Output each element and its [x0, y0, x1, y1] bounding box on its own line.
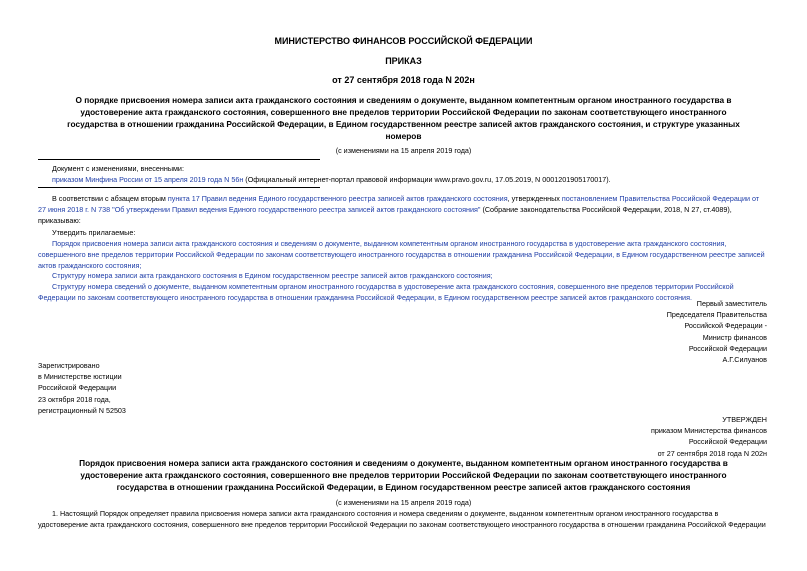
divider-bottom	[38, 187, 320, 188]
rules-point17-link[interactable]: пункта 17 Правил ведения Единого государственного реестра записей актов гражданского состояния	[167, 194, 508, 203]
approve-clause: Утвердить прилагаемые:	[52, 228, 136, 237]
annex-paragraph-1: 1. Настоящий Порядок определяет правила присвоения номера записи акта гражданского состояния и номера сведениям о документе, выданном компетентным органом иностранного государства в удостоверение акта гражданского состояния, совершенного вне пределов территории Российской Федерации по законам соответствующего иностранного государства в отношении гражданина Российской Федерации	[38, 509, 766, 529]
doc-type-heading: ПРИКАЗ	[385, 56, 422, 66]
approved-item-record-number-structure[interactable]: Структуру номера записи акта гражданского состояния в Едином государственном реестре записей актов гражданского состояния;	[52, 271, 493, 280]
order-title: О порядке присвоения номера записи акта гражданского состояния и сведениям о документе, выданном компетентным органом иностранного государства в удостоверение акта гражданского состояния, совершенного вне пределов территории Российской Федерации по законам соответствующего иностранного государства в отношении гражданина Российской Федерации, в Едином государственном реестре записей актов гражданского состояния, и структуре указанных номеров	[67, 95, 740, 141]
divider-top	[38, 159, 320, 160]
annex-revision-note: (с изменениями на 15 апреля 2019 года)	[335, 498, 472, 507]
annex-title: Порядок присвоения номера записи акта гражданского состояния и сведениям о документе, выданном компетентным органом иностранного государства в удостоверение акта гражданского состояния, совершенного вне пределов территории Российской Федерации по законам соответствующего иностранного государства в отношении гражданина Российской Федерации, в Едином государственном реестре записей актов гражданского состояния	[79, 458, 728, 492]
preamble-paragraph: В соответствии с абзацем вторым пункта 17 Правил ведения Единого государственного реестра записей актов гражданского состояния, утвержденных постановлением Правительства Российской Федерации от 27 июня 2018 г. N 738 "Об утверждении Правил ведения Единого государственного реестра записей актов гражданского состояния" (Собрание законодательства Российской Федерации, 2018, N 27, ст.4089), приказываю:	[38, 194, 760, 225]
changes-intro: Документ с изменениями, внесенными:	[52, 164, 184, 173]
ministry-heading: МИНИСТЕРСТВО ФИНАНСОВ РОССИЙСКОЙ ФЕДЕРАЦИИ	[274, 36, 533, 46]
signature-block: Первый заместитель Председателя Правительства Российской Федерации - Министр финансов Российской Федерации А.Г.Силуанов	[666, 299, 767, 365]
changes-source: приказом Минфина России от 15 апреля 2019 года N 56н (Официальный интернет-портал правовой информации www.pravo.gov.ru, 17.05.2019, N 0001201905170017).	[52, 175, 611, 184]
government-decree-link-cont[interactable]: 27 июня 2018 г. N 738 "Об утверждении Правил ведения Единого государственного реестра записей актов гражданского состояния"	[38, 205, 481, 214]
revision-note: (с изменениями на 15 апреля 2019 года)	[335, 146, 472, 155]
government-decree-link[interactable]: постановлением Правительства Российской Федерации от	[561, 194, 760, 203]
approved-item-info-number-structure[interactable]: Структуру номера сведений о документе, выданном компетентным органом иностранного государства в удостоверение акта гражданского состояния, совершенного вне пределов территории Российской Федерации по законам соответствующего иностранного государства в отношении гражданина Российской Федерации, в Едином государственном реестре записей актов гражданского состояния.	[38, 282, 734, 302]
approval-block: УТВЕРЖДЕН приказом Министерства финансов Российской Федерации от 27 сентября 2018 года N 202н	[650, 415, 767, 458]
amending-order-link[interactable]: приказом Минфина России от 15 апреля 2019 года N 56н	[52, 175, 244, 184]
order-date-number: от 27 сентября 2018 года N 202н	[332, 75, 475, 85]
approved-item-procedure[interactable]: Порядок присвоения номера записи акта гражданского состояния и сведениям о документе, выданном компетентным органом иностранного государства в удостоверение акта гражданского состояния, совершенного вне пределов территории Российской Федерации по законам соответствующего иностранного государства в отношении гражданина Российской Федерации, в Едином государственном реестре записей актов гражданского состояния;	[38, 239, 765, 270]
registration-block: Зарегистрировано в Министерстве юстиции Российской Федерации 23 октября 2018 года, регистрационный N 52503	[38, 361, 126, 415]
